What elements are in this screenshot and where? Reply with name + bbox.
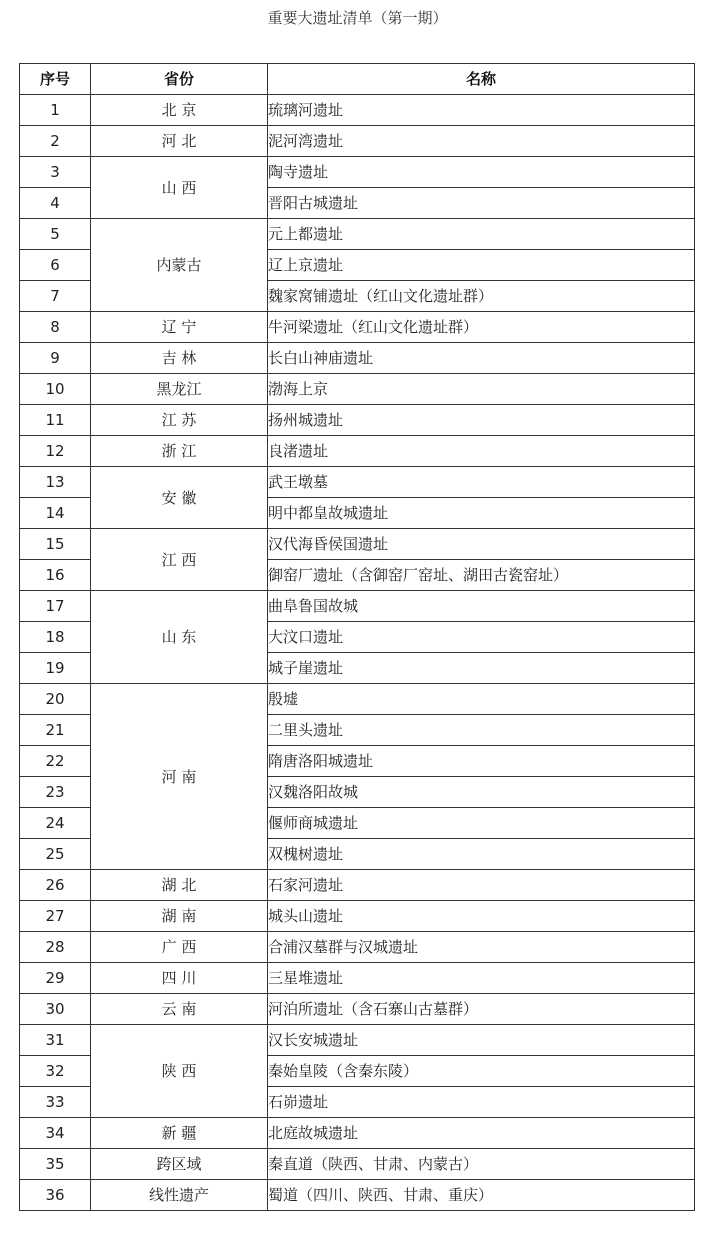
site-name: 魏家窝铺遗址（红山文化遗址群）: [268, 281, 695, 312]
row-index: 7: [20, 281, 91, 312]
page-title: 重要大遗址清单（第一期）: [267, 9, 448, 27]
table-row: [20, 436, 695, 467]
site-name: 河泊所遗址（含石寨山古墓群）: [268, 994, 695, 1025]
site-name: 汉代海昏侯国遗址: [268, 529, 695, 560]
row-index: 35: [20, 1149, 91, 1180]
province-cell: 山 东: [91, 591, 268, 684]
row-index: 25: [20, 839, 91, 870]
row-index: 29: [20, 963, 91, 994]
row-index: 19: [20, 653, 91, 684]
site-name: 辽上京遗址: [268, 250, 695, 281]
row-index: 21: [20, 715, 91, 746]
site-name: 北庭故城遗址: [268, 1118, 695, 1149]
site-name: 琉璃河遗址: [268, 95, 695, 126]
row-index: 16: [20, 560, 91, 591]
province-cell: 黑龙江: [91, 374, 268, 405]
site-name: 明中都皇故城遗址: [268, 498, 695, 529]
row-index: 3: [20, 157, 91, 188]
province-cell: 线性遗产: [91, 1180, 268, 1211]
site-name: 良渚遗址: [268, 436, 695, 467]
province-cell: 湖 南: [91, 901, 268, 932]
site-name: 殷墟: [268, 684, 695, 715]
site-name: 汉魏洛阳故城: [268, 777, 695, 808]
site-name: 泥河湾遗址: [268, 126, 695, 157]
province-cell: 陕 西: [91, 1025, 268, 1118]
province-cell: 浙 江: [91, 436, 268, 467]
header-index: 序号: [20, 64, 91, 95]
province-cell: 安 徽: [91, 467, 268, 529]
province-cell: 内蒙古: [91, 219, 268, 312]
site-name: 御窑厂遗址（含御窑厂窑址、湖田古瓷窑址）: [268, 560, 695, 591]
table-row: [20, 95, 695, 126]
table-row: [20, 467, 695, 498]
site-name: 汉长安城遗址: [268, 1025, 695, 1056]
site-name: 双槐树遗址: [268, 839, 695, 870]
row-index: 27: [20, 901, 91, 932]
row-index: 23: [20, 777, 91, 808]
row-index: 22: [20, 746, 91, 777]
row-index: 5: [20, 219, 91, 250]
row-index: 18: [20, 622, 91, 653]
table-row: [20, 343, 695, 374]
table-row: [20, 312, 695, 343]
header-name: 名称: [268, 64, 695, 95]
site-name: 石峁遗址: [268, 1087, 695, 1118]
table-row: [20, 219, 695, 250]
site-name: 合浦汉墓群与汉城遗址: [268, 932, 695, 963]
province-cell: 跨区域: [91, 1149, 268, 1180]
table-row: [20, 870, 695, 901]
province-cell: 河 南: [91, 684, 268, 870]
row-index: 10: [20, 374, 91, 405]
table-row: [20, 126, 695, 157]
site-name: 牛河梁遗址（红山文化遗址群）: [268, 312, 695, 343]
row-index: 14: [20, 498, 91, 529]
site-name: 城子崖遗址: [268, 653, 695, 684]
province-cell: 江 苏: [91, 405, 268, 436]
site-name: 长白山神庙遗址: [268, 343, 695, 374]
site-name: 偃师商城遗址: [268, 808, 695, 839]
row-index: 9: [20, 343, 91, 374]
province-cell: 江 西: [91, 529, 268, 591]
site-name: 城头山遗址: [268, 901, 695, 932]
table-row: [20, 591, 695, 622]
heritage-site-table: [19, 63, 695, 1211]
row-index: 4: [20, 188, 91, 219]
row-index: 34: [20, 1118, 91, 1149]
table-body: [20, 95, 695, 1211]
table-row: [20, 1025, 695, 1056]
row-index: 30: [20, 994, 91, 1025]
row-index: 36: [20, 1180, 91, 1211]
table-row: [20, 994, 695, 1025]
row-index: 28: [20, 932, 91, 963]
row-index: 24: [20, 808, 91, 839]
table-row: [20, 932, 695, 963]
province-cell: 云 南: [91, 994, 268, 1025]
table-row: [20, 405, 695, 436]
site-name: 石家河遗址: [268, 870, 695, 901]
row-index: 20: [20, 684, 91, 715]
site-name: 三星堆遗址: [268, 963, 695, 994]
site-name: 武王墩墓: [268, 467, 695, 498]
site-name: 曲阜鲁国故城: [268, 591, 695, 622]
table-row: [20, 901, 695, 932]
site-name: 陶寺遗址: [268, 157, 695, 188]
table-row: [20, 963, 695, 994]
row-index: 11: [20, 405, 91, 436]
site-name: 隋唐洛阳城遗址: [268, 746, 695, 777]
table-row: [20, 529, 695, 560]
row-index: 31: [20, 1025, 91, 1056]
row-index: 8: [20, 312, 91, 343]
row-index: 2: [20, 126, 91, 157]
province-cell: 新 疆: [91, 1118, 268, 1149]
table-row: [20, 1149, 695, 1180]
row-index: 13: [20, 467, 91, 498]
table-header-row: [20, 64, 695, 95]
header-province: 省份: [91, 64, 268, 95]
row-index: 15: [20, 529, 91, 560]
table-row: [20, 1180, 695, 1211]
site-name: 秦始皇陵（含秦东陵）: [268, 1056, 695, 1087]
province-cell: 湖 北: [91, 870, 268, 901]
site-name: 蜀道（四川、陕西、甘肃、重庆）: [268, 1180, 695, 1211]
site-name: 大汶口遗址: [268, 622, 695, 653]
site-name: 扬州城遗址: [268, 405, 695, 436]
row-index: 6: [20, 250, 91, 281]
row-index: 32: [20, 1056, 91, 1087]
row-index: 26: [20, 870, 91, 901]
province-cell: 山 西: [91, 157, 268, 219]
province-cell: 河 北: [91, 126, 268, 157]
row-index: 12: [20, 436, 91, 467]
table-row: [20, 157, 695, 188]
table-row: [20, 684, 695, 715]
table-row: [20, 374, 695, 405]
site-name: 晋阳古城遗址: [268, 188, 695, 219]
table-row: [20, 1118, 695, 1149]
province-cell: 北 京: [91, 95, 268, 126]
row-index: 17: [20, 591, 91, 622]
row-index: 1: [20, 95, 91, 126]
site-name: 渤海上京: [268, 374, 695, 405]
row-index: 33: [20, 1087, 91, 1118]
province-cell: 辽 宁: [91, 312, 268, 343]
province-cell: 广 西: [91, 932, 268, 963]
site-name: 秦直道（陕西、甘肃、内蒙古）: [268, 1149, 695, 1180]
province-cell: 吉 林: [91, 343, 268, 374]
site-name: 元上都遗址: [268, 219, 695, 250]
site-name: 二里头遗址: [268, 715, 695, 746]
province-cell: 四 川: [91, 963, 268, 994]
